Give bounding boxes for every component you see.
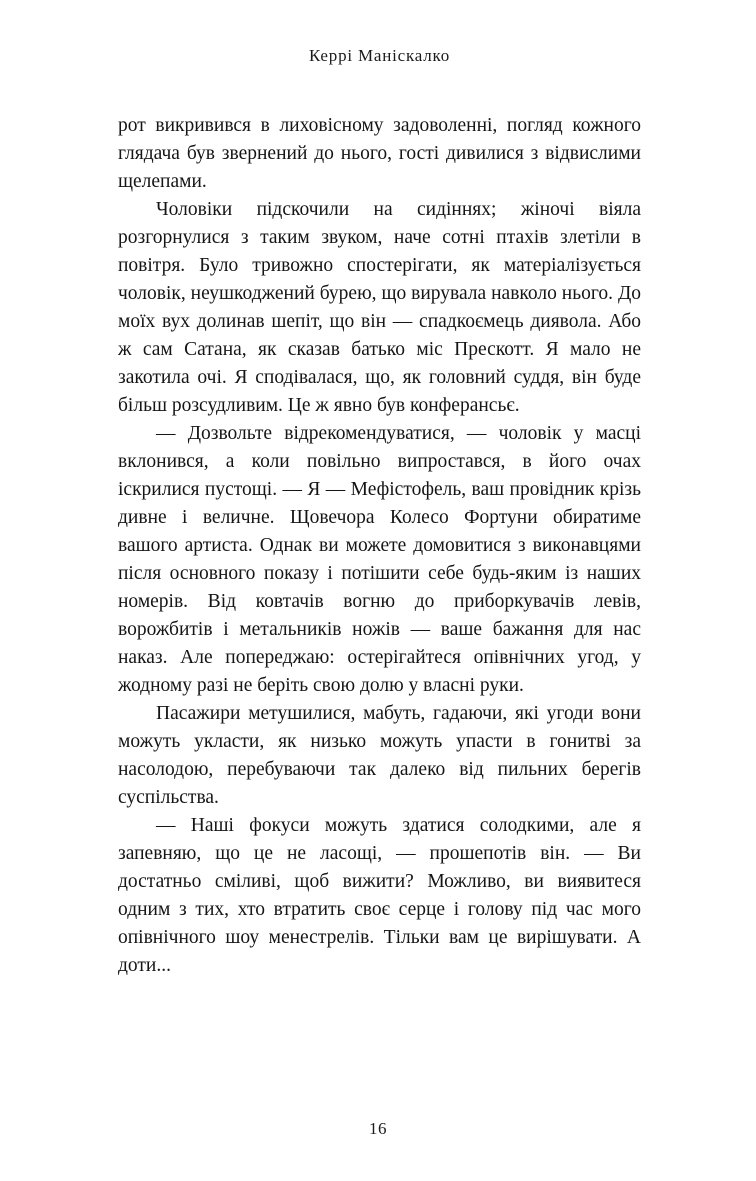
page-number: 16 — [369, 1119, 387, 1138]
paragraph: — Дозвольте відрекомендуватися, — чоловік у масці вклонився, а коли повільно випростався, в його очах іскрилися пустощі. — Я — Мефістофель, ваш провідник крізь дивне і величне. Щовечора Колесо Фортуни обиратиме вашого артиста. Однак ви можете домовитися з виконавцями після основного показу і потішити себе будь-яким із наших номерів. Від ковтачів вогню до приборкувачів левів, ворожбитів і метальників ножів — ваше бажання для нас наказ. Але попереджаю: остерігайтеся опівнічних угод, у жодному разі не беріть свою долю у власні руки. — [118, 423, 641, 696]
running-header-author: Керрі Маніскалко — [308, 46, 451, 65]
paragraph: — Наші фокуси можуть здатися солодкими, але я запевняю, що це не ласощі, — прошепотів він. — Ви достатньо сміливі, щоб вижити? Можливо, ви виявитеся одним з тих, хто втратить своє серце і голову під час мого опівнічного шоу менестрелів. Тільки вам це вирішувати. А доти... — [118, 815, 641, 976]
paragraph: Пасажири метушилися, мабуть, гадаючи, які угоди вони можуть укласти, як низько можуть упасти в гонитві за насолодою, перебуваючи так далеко від пильних берегів суспільства. — [118, 703, 641, 808]
paragraph: рот викривився в лиховісному задоволенні, погляд кожного глядача був звернений до нього, гості дивилися з відвислими щелепами. — [118, 115, 641, 192]
body-text — [118, 112, 641, 980]
paragraph: Чоловіки підскочили на сидіннях; жіночі віяла розгорнулися з таким звуком, наче сотні птахів злетіли в повітря. Було тривожно спостерігати, як матеріалізується чоловік, неушкоджений бурею, що вирувала навколо нього. До моїх вух долинав шепіт, що він — спадкоємець диявола. Або ж сам Сатана, як сказав батько міс Прескотт. Я мало не закотила очі. Я сподівалася, що, як головний суддя, він буде більш розсудливим. Це ж явно був конферансьє. — [118, 199, 641, 416]
